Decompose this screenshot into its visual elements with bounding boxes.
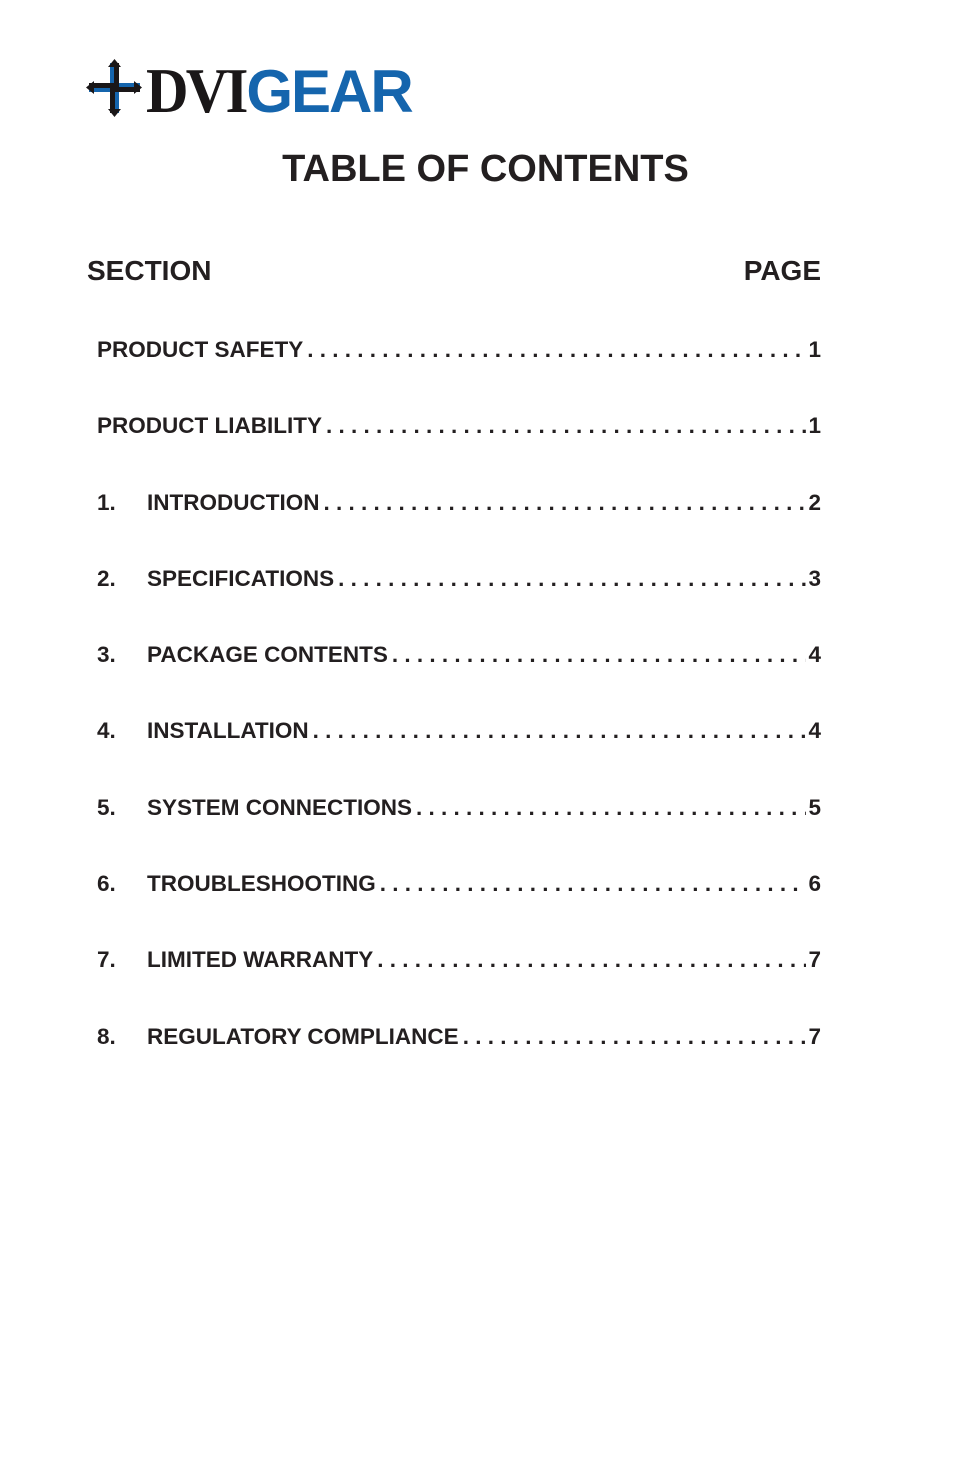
toc-entry-title: INSTALLATION <box>147 718 309 744</box>
toc-entry-title: PRODUCT LIABILITY <box>97 413 322 439</box>
toc-entry[interactable] <box>97 411 821 487</box>
cross-arrows-logo-icon <box>86 59 142 117</box>
toc-leader-dots <box>309 716 807 746</box>
toc-entry[interactable] <box>97 564 821 640</box>
toc-entry-title: INTRODUCTION <box>147 489 320 515</box>
toc-entry-title: PRODUCT SAFETY <box>97 337 304 362</box>
toc-leader-dots <box>459 1022 807 1052</box>
toc-entry[interactable] <box>97 945 821 1021</box>
toc-entry-title: PACKAGE CONTENTS <box>147 642 388 668</box>
toc-entry[interactable] <box>97 488 821 564</box>
toc-entry-number: 4. <box>97 718 116 744</box>
toc-entry-title: LIMITED WARRANTY <box>147 947 374 973</box>
toc-entry-number: 3. <box>97 642 116 668</box>
toc-entry-number: 5. <box>97 794 116 820</box>
toc-entry-number: 2. <box>97 565 116 591</box>
toc-entry-page: 4 <box>808 718 821 744</box>
toc-leader-dots <box>320 488 807 518</box>
dvigear-logo <box>86 55 412 126</box>
toc-entry[interactable] <box>97 793 821 869</box>
logo-text-dvi: DVI <box>146 55 246 126</box>
toc-entry-page: 1 <box>808 413 821 439</box>
toc-entry[interactable] <box>97 716 821 792</box>
toc-entry-number: 7. <box>97 947 116 973</box>
toc-entry-title: REGULATORY COMPLIANCE <box>147 1023 459 1049</box>
toc-list <box>97 335 821 1098</box>
page-title: TABLE OF CONTENTS <box>282 148 689 190</box>
toc-leader-dots <box>373 945 806 975</box>
toc-entry-page: 3 <box>808 565 821 591</box>
toc-entry[interactable] <box>97 1022 821 1098</box>
toc-entry[interactable] <box>97 335 821 411</box>
logo-text-gear: GEAR <box>246 58 412 125</box>
page-column-header: PAGE <box>743 255 821 286</box>
toc-leader-dots <box>303 335 806 365</box>
section-column-header: SECTION <box>87 255 212 286</box>
toc-entry-page: 1 <box>808 337 821 362</box>
toc-entry-page: 7 <box>808 947 821 973</box>
toc-leader-dots <box>388 640 807 670</box>
toc-entry[interactable] <box>97 640 821 716</box>
toc-leader-dots <box>376 869 807 899</box>
toc-entry-page: 5 <box>808 794 821 820</box>
toc-entry[interactable] <box>97 869 821 945</box>
toc-entry-number: 1. <box>97 489 116 515</box>
toc-entry-page: 6 <box>808 871 821 897</box>
toc-entry-page: 2 <box>808 489 821 515</box>
toc-leader-dots <box>322 411 806 441</box>
toc-entry-page: 7 <box>808 1023 821 1049</box>
toc-entry-page: 4 <box>808 642 821 668</box>
toc-leader-dots <box>334 564 806 594</box>
toc-leader-dots <box>412 793 806 823</box>
toc-entry-number: 8. <box>97 1023 116 1049</box>
toc-entry-number: 6. <box>97 871 116 897</box>
toc-entry-title: SYSTEM CONNECTIONS <box>147 794 413 820</box>
toc-entry-title: TROUBLESHOOTING <box>147 871 376 897</box>
toc-entry-title: SPECIFICATIONS <box>147 565 335 591</box>
